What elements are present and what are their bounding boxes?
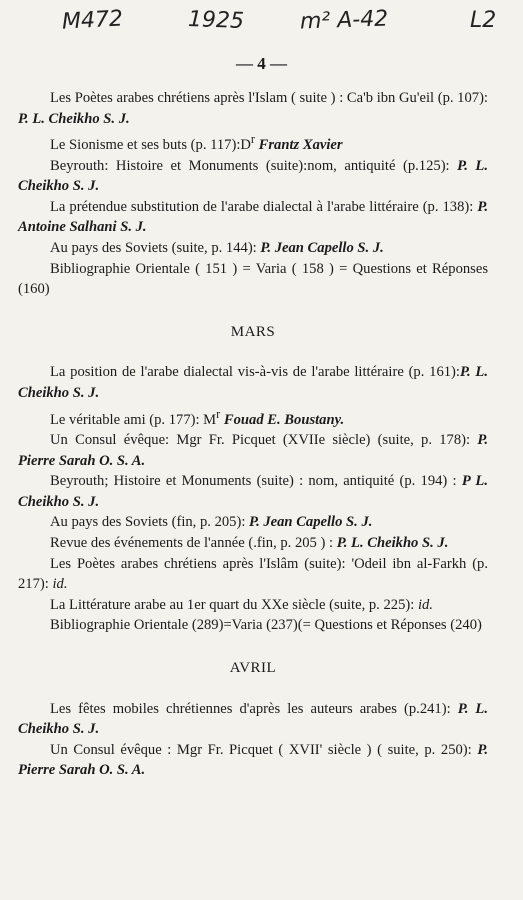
toc-section-mars [18,322,488,636]
entry-title: Les Poètes arabes chrétiens après l'Islam ( suite ) : Ca'b ibn Gu'eil (p. 107): [50,90,488,106]
entry-title: Beyrouth: Histoire et Monuments (suite):nom, antiquité (p.125): [50,157,458,174]
entry-title: La prétendue substitution de l'arabe dialectal à l'arabe littéraire (p. 138): [50,198,478,215]
entry-author: Fouad E. Boustany. [223,411,345,428]
entry-title: Bibliographie Orientale (289)=Varia (237)(= Questions et Réponses (240) [50,617,482,634]
entry-title-superscript: r [216,406,221,421]
toc-entry [18,238,488,259]
entry-title: Un Consul évêque: Mgr Fr. Picquet (XVIIe siècle) (suite, p. 178): [50,432,478,449]
toc-entry [18,259,488,300]
toc-entry [18,512,488,533]
toc-entry [18,595,488,616]
handwritten-annotations [0,8,523,48]
entry-title: Les fêtes mobiles chrétiennes d'après les auteurs arabes (p.241): [50,700,458,717]
entry-author: P. L. Cheikho S. J. [18,364,488,401]
entry-title: La position de l'arabe dialectal vis-à-vis de l'arabe littéraire (p. 161): [50,364,460,381]
entry-author: Frantz Xavier [258,137,343,154]
entry-author: P. Pierre Sarah O. S. A. [18,741,488,779]
entry-title: Au pays des Soviets (fin, p. 205): [50,514,250,531]
entry-author: P. Pierre Sarah O. S. A. [18,432,488,469]
toc-entry [18,430,488,471]
toc-entry [18,533,488,554]
section-heading: MARS [230,323,276,340]
handwritten-note: m² A-42 [299,6,389,35]
toc-entry [18,740,488,781]
entry-title: Beyrouth; Histoire et Monuments (suite) : nom, antiquité (p. 194) : [50,473,462,490]
entry-author: P. L. Cheikho S. J. [18,700,488,738]
toc-entry [18,404,488,430]
entry-author: P. L. Cheikho S. J. [336,535,449,551]
entry-author: P. Jean Capello S. J. [260,240,384,257]
entry-title: Bibliographie Orientale ( 151 ) = Varia ( 158 ) = Questions et Réponses (160) [18,260,488,298]
toc-entry [18,699,488,740]
entry-author: P. Antoine Salhani S. J. [18,198,488,236]
toc-entry [18,554,488,595]
entry-title: Revue des événements de l'année (.fin, p. 205 ) : [50,535,337,551]
entry-author: P L. Cheikho S. J. [18,473,488,510]
entry-author: id. [417,596,433,613]
entry-author: P. Jean Capello S. J. [249,514,373,531]
toc-entry [18,615,488,636]
toc-section-avril [18,658,488,781]
toc-entry [18,88,488,129]
toc-entry [18,197,488,238]
entry-title-superscript: r [250,132,255,147]
handwritten-note: M472 [61,6,124,35]
entry-title: Un Consul évêque : Mgr Fr. Picquet ( XVII' siècle ) ( suite, p. 250): [50,741,478,758]
entry-title: La Littérature arabe au 1er quart du XXe siècle (suite, p. 225): [50,596,418,613]
entry-title: Le Sionisme et ses buts (p. 117):D [50,137,251,154]
toc-entry [18,156,488,197]
toc-section [18,88,488,300]
entry-author: id. [52,576,68,593]
toc-entry [18,471,488,512]
handwritten-note: L2 [470,8,497,33]
section-heading: AVRIL [229,659,277,676]
page-number: — 4 — [236,54,287,73]
entry-title: Les Poètes arabes chrétiens après l'Islâm (suite): 'Odeil ibn al-Farkh (p. 217): [18,555,488,593]
toc-entry [18,129,488,155]
entry-title: Le véritable ami (p. 177): M [50,411,217,428]
entry-author: P. L. Cheikho S. J. [18,157,488,195]
entry-author: P. L. Cheikho S. J. [18,110,130,127]
entry-title: Au pays des Soviets (suite, p. 144): [50,240,261,257]
toc-entry [18,362,488,403]
table-of-contents [18,88,488,781]
handwritten-note: 1925 [187,7,245,34]
